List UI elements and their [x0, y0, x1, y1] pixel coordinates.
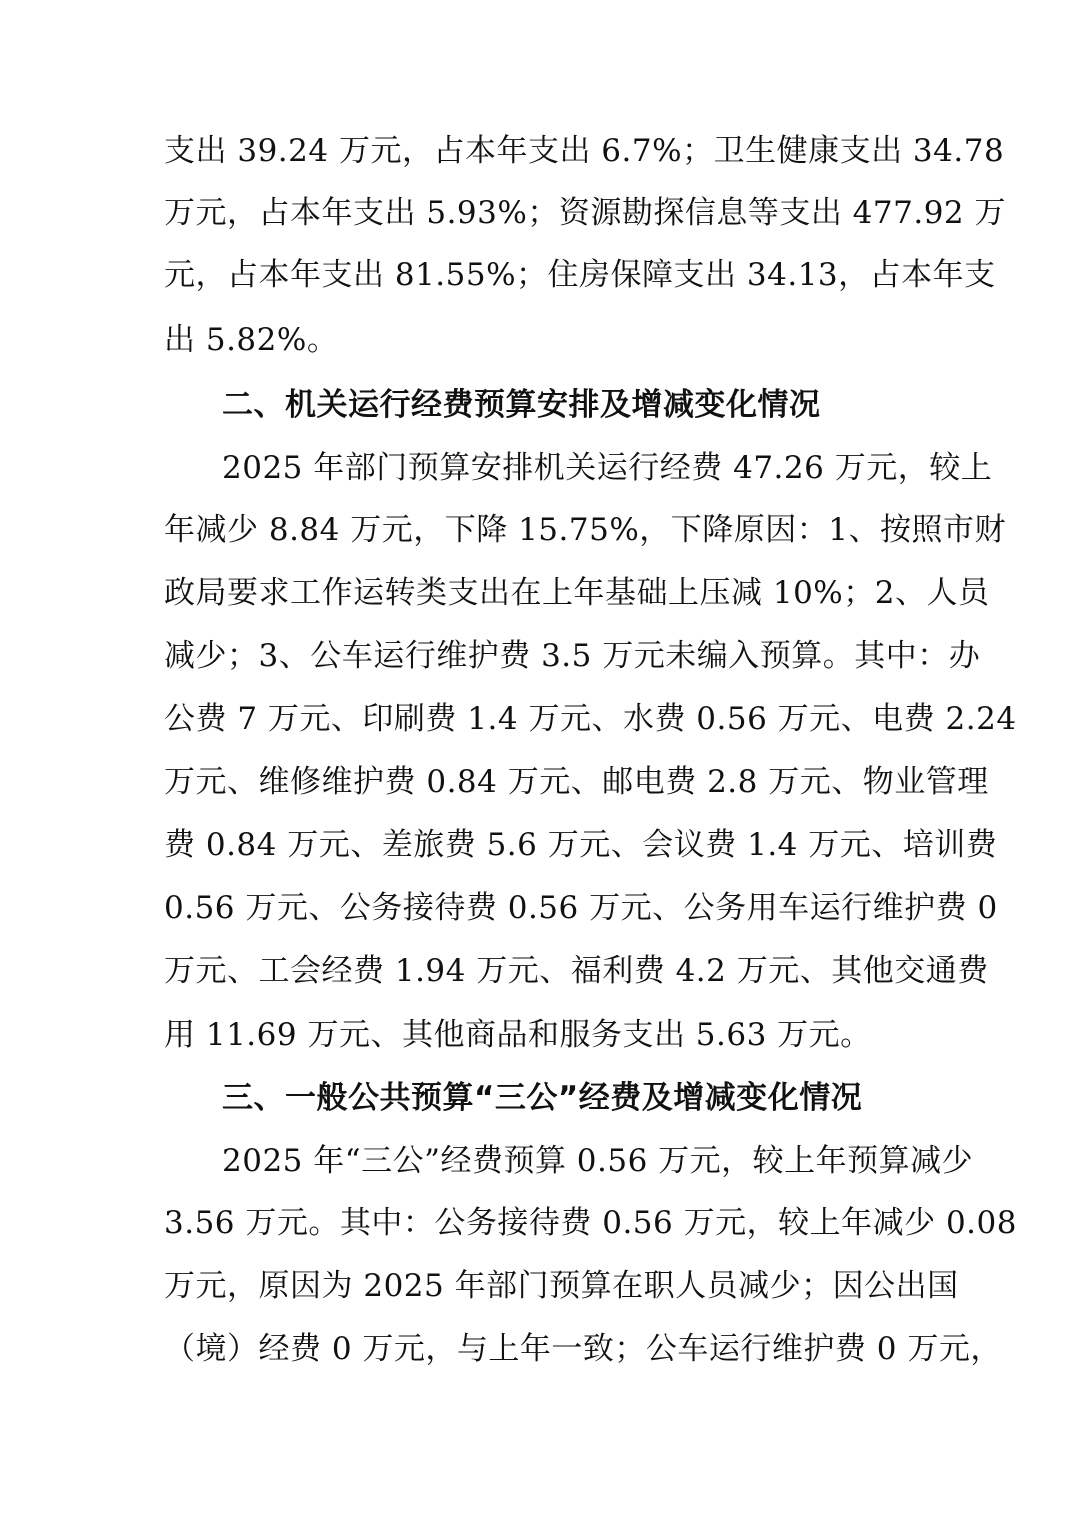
paragraph-line: 元，占本年支出 81.55%；住房保障支出 34.13，占本年支 — [164, 257, 996, 293]
paragraph-line: 出 5.82%。 — [164, 322, 339, 358]
paragraph-line: 万元，占本年支出 5.93%；资源勘探信息等支出 477.92 万 — [164, 195, 1007, 231]
paragraph-line: 费 0.84 万元、差旅费 5.6 万元、会议费 1.4 万元、培训费 — [164, 827, 998, 863]
paragraph-line: 年减少 8.84 万元，下降 15.75%，下降原因：1、按照市财 — [164, 512, 1007, 548]
paragraph-line: 支出 39.24 万元，占本年支出 6.7%；卫生健康支出 34.78 — [164, 133, 1005, 169]
paragraph-line: 3.56 万元。其中：公务接待费 0.56 万元，较上年减少 0.08 — [164, 1205, 1017, 1241]
paragraph-line: 0.56 万元、公务接待费 0.56 万元、公务用车运行维护费 0 — [164, 890, 998, 926]
paragraph-line: （境）经费 0 万元，与上年一致；公车运行维护费 0 万元， — [164, 1331, 1002, 1367]
section-heading-2: 二、机关运行经费预算安排及增减变化情况 — [222, 387, 821, 423]
paragraph-line: 政局要求工作运转类支出在上年基础上压减 10%；2、人员 — [164, 575, 990, 611]
paragraph-line: 用 11.69 万元、其他商品和服务支出 5.63 万元。 — [164, 1017, 872, 1053]
paragraph-line: 减少；3、公车运行维护费 3.5 万元未编入预算。其中：办 — [164, 638, 981, 674]
paragraph-line: 公费 7 万元、印刷费 1.4 万元、水费 0.56 万元、电费 2.24 — [164, 701, 1017, 737]
paragraph-line: 万元，原因为 2025 年部门预算在职人员减少；因公出国 — [164, 1268, 959, 1304]
paragraph-line: 2025 年“三公”经费预算 0.56 万元，较上年预算减少 — [222, 1143, 974, 1179]
section-heading-3: 三、一般公共预算“三公”经费及增减变化情况 — [222, 1080, 863, 1116]
paragraph-line: 万元、维修维护费 0.84 万元、邮电费 2.8 万元、物业管理 — [164, 764, 989, 800]
paragraph-line: 万元、工会经费 1.94 万元、福利费 4.2 万元、其他交通费 — [164, 953, 989, 989]
paragraph-line: 2025 年部门预算安排机关运行经费 47.26 万元，较上 — [222, 450, 993, 486]
